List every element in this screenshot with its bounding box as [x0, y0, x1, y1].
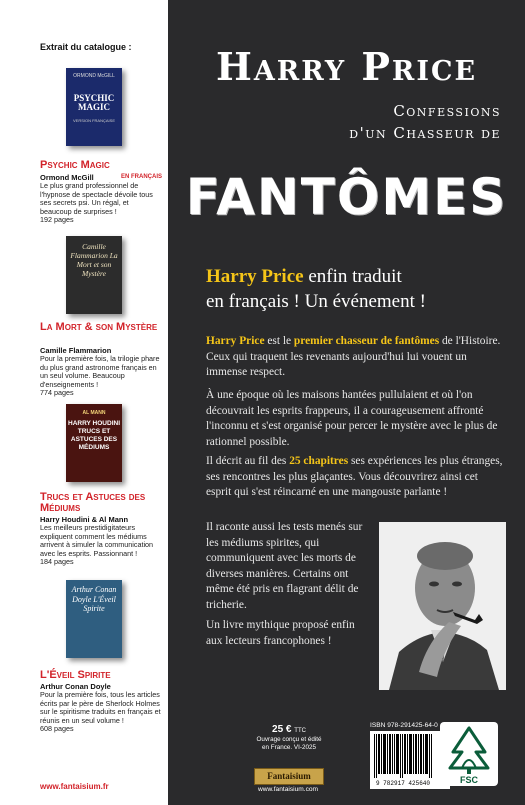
book-author: Camille Flammarion	[40, 346, 112, 355]
language-tag: EN FRANÇAIS	[120, 174, 162, 180]
catalogue-heading: Extrait du catalogue :	[40, 42, 132, 52]
back-cover-main	[168, 0, 525, 805]
book-title-fantomes: FANTÔMES	[185, 168, 508, 226]
book-subtitle: Confessions d'un Chasseur de	[349, 102, 501, 142]
book-pages: 774 pages	[40, 388, 74, 398]
author-photo	[379, 522, 506, 690]
paragraph-chapters: Il décrit au fil des 25 chapitres ses expériences les plus étranges, ses rencontres les plus glaçantes. Vous découvrirez ainsi cet esprit qui s'est réincarné en une mangouste parlante !	[206, 455, 503, 499]
book-author: Arthur Conan Doyle	[40, 682, 111, 691]
publisher-logo: Fantaisium	[254, 768, 324, 785]
book-cover-la-mort: Camille Flammarion La Mort et son Mystère	[66, 236, 122, 314]
book-description: Pour la première fois, la trilogie phare du plus grand astronome français en un seul volume. Beaucoup d'enseignements ! 774 pages	[40, 355, 162, 398]
book-cover-eveil-spirite: Arthur Conan Doyle L'Éveil Spirite	[66, 580, 122, 658]
book-description: Les meilleurs prestidigitateurs expliquent comment les médiums arrivent à simuler la communication avec les esprits. Passionnant ! 184 pages	[40, 524, 162, 567]
book-pages: 192 pages	[40, 215, 74, 225]
catalogue-sidebar	[0, 0, 168, 805]
paragraph-closing: Un livre mythique proposé enfin aux lecteurs francophones !	[206, 619, 355, 647]
book-cover-psychic-magic: ORMOND McGILL PSYCHIC MAGIC VERSION FRANÇAISE	[66, 68, 122, 146]
book-description: Pour la première fois, tous les articles écrits par le père de Sherlock Holmes sur le spiritisme traduits en français et réunis en un seul volume ! 608 pages	[40, 690, 161, 734]
book-cover-trucs-astuces: AL MANN HARRY HOUDINI TRUCS ET ASTUCES DES MÉDIUMS	[66, 404, 122, 482]
book-pages: 184 pages	[40, 557, 74, 567]
book-title: L'Éveil Spirite	[40, 669, 111, 681]
barcode	[370, 731, 450, 789]
barcode-digits: 9 782917 425640	[375, 780, 431, 787]
fsc-logo	[440, 722, 498, 786]
website-link[interactable]: www.fantaisium.fr	[40, 782, 109, 791]
book-title: Psychic Magic	[40, 159, 110, 171]
book-title: Trucs et Astuces des Médiums	[40, 491, 146, 514]
book-pages: 608 pages	[40, 724, 74, 734]
svg-text:FSC: FSC	[460, 775, 478, 785]
paragraph-intro: Harry Price est le premier chasseur de fantômes de l'Histoire. Ceux qui traquent les revenants aujourd'hui lui vouent un immense respect.	[206, 335, 501, 379]
headline: Harry Price enfin traduit en français ! Un événement !	[206, 266, 426, 312]
paragraph-mediums: Il raconte aussi les tests menés sur les médiums spirites, qui communiquent avec les morts de diverses manières. Certains ont même été pris en flagrant délit de tricherie.	[206, 521, 363, 611]
book-author: Ormond McGill EN FRANÇAIS	[40, 173, 162, 182]
paragraph-context: À une époque où les maisons hantées pullulaient et où l'on découvrait les esprits frappeurs, il a courageusement affronté l'inconnu et s'est organisé pour percer le mystère avec le plus de rationnel possible.	[206, 389, 498, 448]
made-in-note: Ouvrage conçu et édité en France. VI-2025	[256, 736, 322, 751]
book-author: Harry Houdini & Al Mann	[40, 515, 129, 524]
book-description: Le plus grand professionnel de l'hypnose de spectacle dévoile tous ses secrets psi. Un régal, et beaucoup de surprises ! 192 pages	[40, 182, 162, 225]
isbn: ISBN 978-291425-64-0	[370, 722, 438, 729]
book-title: La Mort & son Mystère	[40, 321, 158, 333]
price: 25 € TTC Ouvrage conçu et édité en France. VI-2025	[254, 724, 324, 751]
publisher-url[interactable]: www.fantaisium.com	[257, 786, 319, 793]
book-title: Harry Price	[215, 44, 478, 89]
